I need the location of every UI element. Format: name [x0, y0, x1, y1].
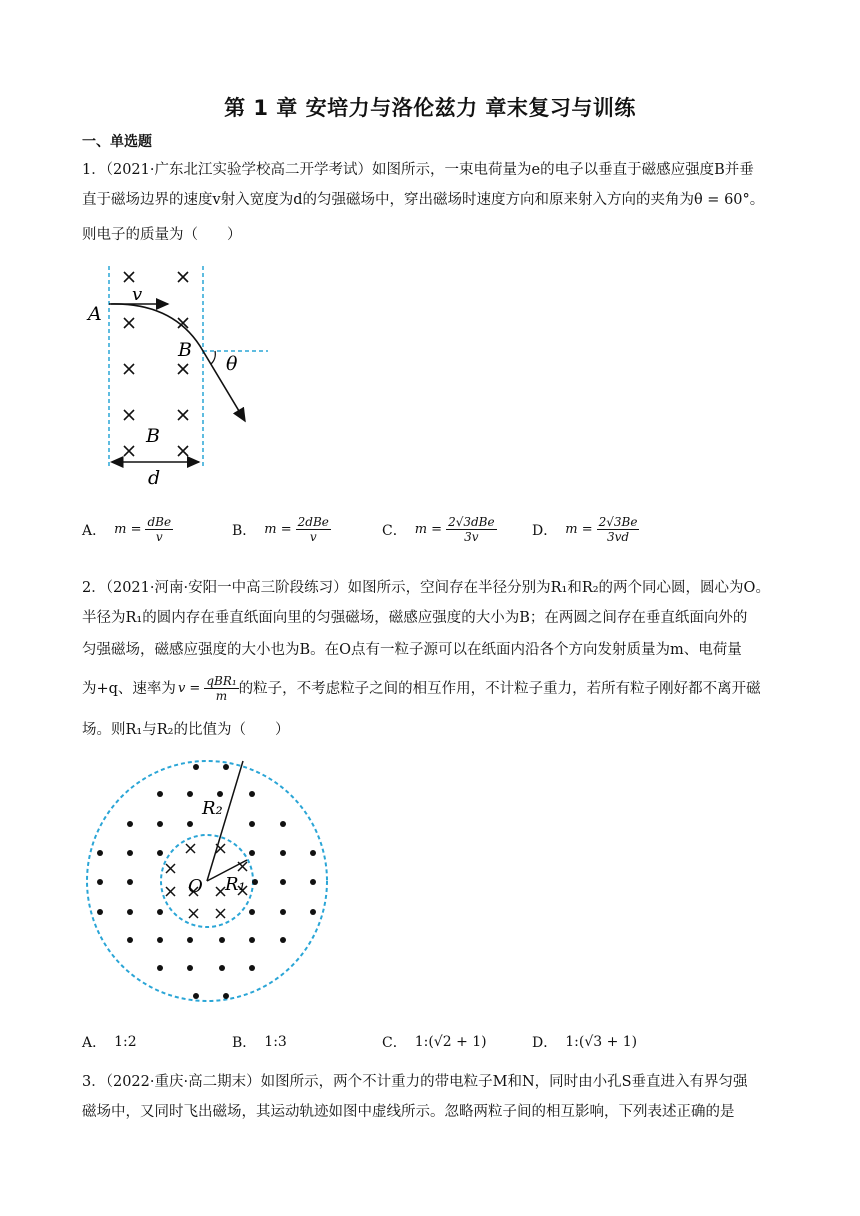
option-letter: A．: [82, 1035, 107, 1051]
q1-option-b[interactable]: [232, 515, 331, 544]
denominator: 3v: [464, 530, 479, 544]
q2-line-2: 半径为R₁的圆内存在垂直纸面向里的匀强磁场，磁感应强度的大小为B；在两圆之间存在垂直纸面向外的: [82, 610, 748, 626]
q2-line-3: 匀强磁场，磁感应强度的大小也为B。在O点有一粒子源可以在纸面内沿各个方向发射质量为m、电荷量: [82, 642, 742, 658]
q2-velocity-lhs: v =: [177, 680, 201, 696]
option-text: 1:2: [114, 1034, 137, 1050]
denominator: v: [155, 530, 163, 544]
label-B-point: B: [178, 339, 192, 361]
theta-arc: [211, 351, 215, 364]
numerator: dBe: [147, 515, 172, 529]
q2-line-1: 2．（2021·河南·安阳一中高三阶段练习）如图所示，空间存在半径分别为R₁和R₂的两个同心圆，圆心为O。: [82, 580, 770, 596]
numerator: qBR₁: [206, 674, 237, 688]
q2-velocity-fraction: [204, 674, 238, 703]
option-text: 1:(√2 + 1): [414, 1034, 487, 1050]
q2-option-a[interactable]: [82, 1032, 137, 1052]
option-letter: B．: [232, 522, 257, 539]
section-heading: 一、单选题: [82, 134, 152, 150]
denominator: m: [215, 689, 228, 703]
label-v: v: [132, 284, 143, 305]
label-r2: R₂: [202, 798, 223, 819]
q2-option-c[interactable]: [382, 1032, 487, 1052]
option-fraction: [296, 515, 331, 544]
option-lhs: m =: [114, 522, 142, 537]
q1-magnetic-field-figure: [80, 258, 280, 498]
numerator: 2dBe: [297, 515, 329, 529]
q1-option-a[interactable]: [82, 515, 173, 544]
option-lhs: m =: [264, 522, 292, 537]
label-r1: R₁: [225, 874, 246, 895]
q1-option-d[interactable]: [532, 515, 639, 544]
option-letter: C．: [382, 1035, 407, 1051]
q2-line-4: [82, 674, 761, 703]
label-d: d: [148, 467, 161, 489]
label-A: A: [88, 303, 102, 325]
q1-line-3: 则电子的质量为（ ）: [82, 227, 242, 243]
option-fraction: [446, 515, 497, 544]
option-fraction: [597, 515, 640, 544]
label-theta: θ: [226, 353, 238, 375]
option-lhs: m =: [414, 522, 443, 537]
label-B-field: B: [146, 425, 160, 447]
option-text: 1:3: [264, 1034, 287, 1050]
q2-line-4-end: 的粒子，不考虑粒子之间的相互作用，不计粒子重力，若所有粒子刚好都不离开磁: [238, 680, 761, 697]
label-o: O: [188, 876, 203, 897]
option-letter: A．: [82, 522, 107, 539]
radius-r2-line: [207, 761, 243, 881]
q1-line-1: 1．（2021·广东北江实验学校高二开学考试）如图所示，一束电荷量为e的电子以垂直于磁感应强度B并垂: [82, 162, 754, 178]
denominator: v: [309, 530, 317, 544]
option-letter: B．: [232, 1035, 257, 1051]
q3-line-2: 磁场中，又同时飞出磁场，其运动轨迹如图中虚线所示。忽略两粒子间的相互影响，下列表述正确的是: [82, 1104, 735, 1120]
q2-concentric-field-figure: [85, 758, 345, 1008]
option-letter: C．: [382, 522, 407, 539]
option-fraction: [145, 515, 173, 544]
q2-line-4-start: 为+q、速率为: [82, 680, 176, 697]
q2-line-5: 场。则R₁与R₂的比值为（ ）: [82, 722, 290, 738]
q1-option-c[interactable]: [382, 515, 497, 544]
page-title: 第 1 章 安培力与洛伦兹力 章末复习与训练: [224, 96, 636, 120]
numerator: 2√3Be: [598, 515, 638, 529]
q1-line-2: 直于磁场边界的速度v射入宽度为d的匀强磁场中，穿出磁场时速度方向和原来射入方向的夹角为θ = 60°。: [82, 192, 765, 208]
denominator: 3vd: [606, 530, 630, 544]
option-text: 1:(√3 + 1): [565, 1034, 638, 1050]
option-letter: D．: [532, 522, 558, 539]
numerator: 2√3dBe: [448, 515, 495, 529]
option-lhs: m =: [565, 522, 593, 537]
q2-option-b[interactable]: [232, 1032, 287, 1052]
option-letter: D．: [532, 1035, 558, 1051]
q3-line-1: 3．（2022·重庆·高二期末）如图所示，两个不计重力的带电粒子M和N，同时由小孔S垂直进入有界匀强: [82, 1074, 748, 1090]
q2-option-d[interactable]: [532, 1032, 637, 1052]
